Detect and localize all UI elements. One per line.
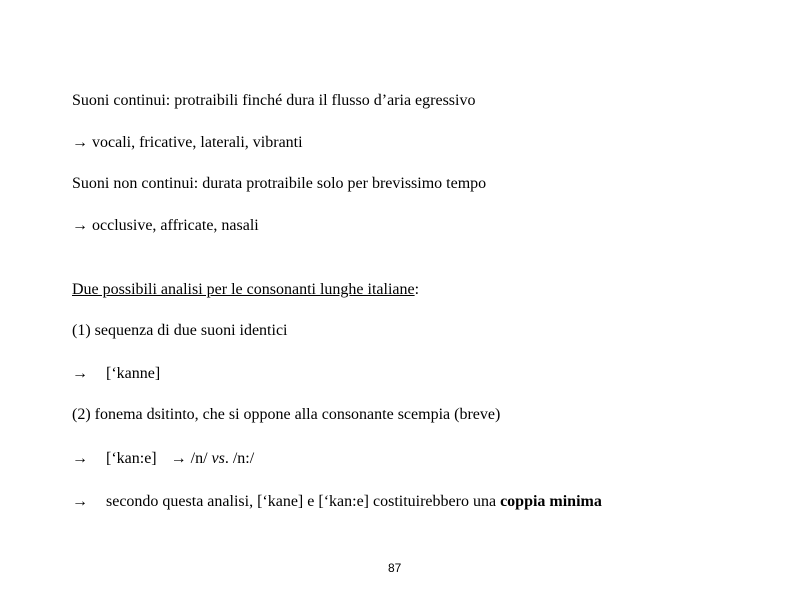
section-heading: Due possibili analisi per le consonanti lunghe italiane: [72, 281, 415, 298]
arrow-symbol: →: [72, 450, 88, 467]
arrow-symbol: →: [72, 365, 88, 382]
line-section-heading: [72, 281, 419, 299]
text-span: secondo questa analisi, [‘kane] e [‘kan:e] costituirebbero una: [106, 493, 501, 510]
line-analysis-2-example: [72, 450, 254, 468]
line-continuous-sounds: [72, 92, 475, 110]
text-span: Suoni non continui: durata protraibile solo per brevissimo tempo: [72, 175, 487, 192]
italic-text: vs: [211, 450, 225, 467]
line-analysis-1: [72, 322, 288, 340]
text-span: :: [414, 281, 420, 298]
text-span: [‘kanne]: [106, 365, 161, 382]
text-span: [‘kan:e]: [106, 450, 157, 467]
text-span: → occlusive, affricate, nasali: [72, 217, 259, 234]
page-number: 87: [388, 561, 402, 575]
line-minimal-pair: [72, 493, 602, 511]
line-non-continuous-sounds: [72, 175, 486, 193]
bold-term: coppia minima: [500, 493, 602, 510]
arrow-symbol: →: [72, 493, 88, 510]
line-analysis-1-example: [72, 365, 160, 383]
text-span: Suoni continui: protraibili finché dura il flusso d’aria egressivo: [72, 92, 476, 109]
line-non-continuous-examples: [72, 217, 259, 235]
line-analysis-2: [72, 406, 500, 424]
text-span: → vocali, fricative, laterali, vibranti: [72, 134, 303, 151]
text-span: → /n/: [170, 450, 212, 467]
text-span: . /n:/: [224, 450, 255, 467]
line-continuous-examples: [72, 134, 303, 152]
text-span: (2) fonema dsitinto, che si oppone alla consonante scempia (breve): [72, 406, 501, 423]
text-span: (1) sequenza di due suoni identici: [72, 322, 288, 339]
